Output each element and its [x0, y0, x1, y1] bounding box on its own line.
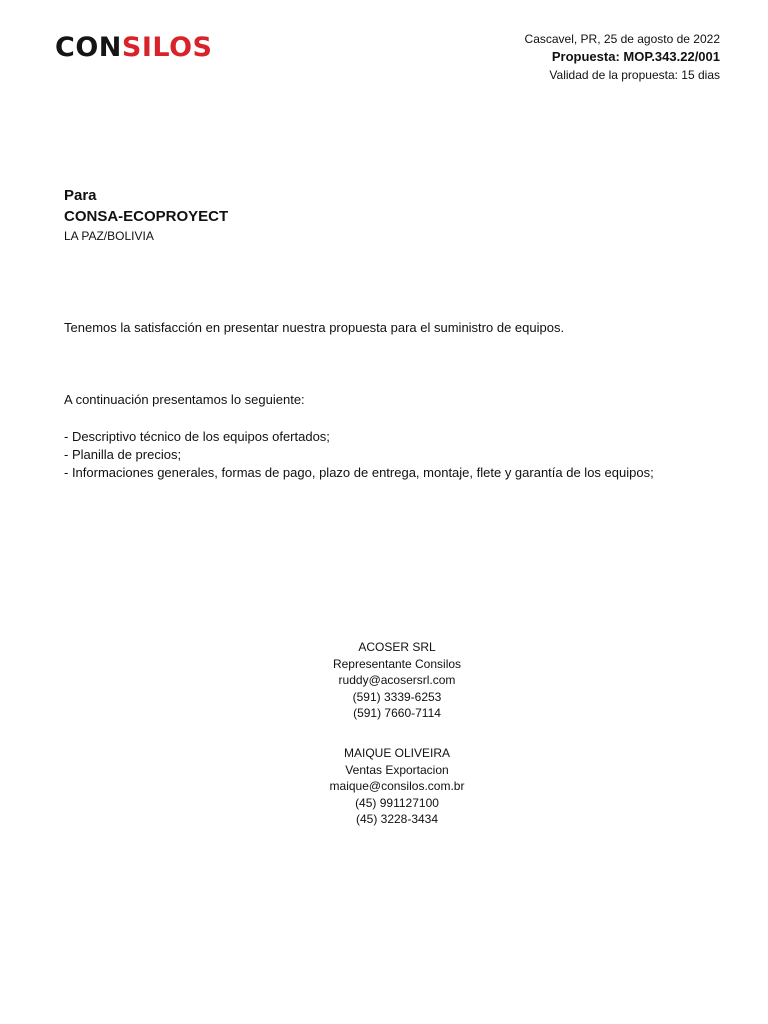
proposal-validity: Validad de la propuesta: 15 dias [549, 68, 720, 82]
contents-list [64, 428, 654, 482]
list-item: - Descriptivo técnico de los equipos ofertados; [64, 429, 330, 444]
contact-email: maique@consilos.com.br [329, 779, 465, 793]
recipient-block [64, 186, 228, 244]
contact-name: MAIQUE OLIVEIRA [343, 746, 451, 760]
logo-text-silos: SILOS [121, 32, 213, 63]
company-logo [55, 34, 213, 61]
contact-role: Representante Consilos [332, 656, 462, 671]
recipient-company: CONSA-ECOPROYECT [64, 208, 229, 225]
contact-phone: (45) 3228-3434 [355, 812, 439, 826]
contact-block-consilos [0, 745, 768, 828]
list-item: - Informaciones generales, formas de pago, plazo de entrega, montaje, flete y garantía de los equipos; [64, 465, 654, 480]
contact-email: ruddy@acosersrl.com [338, 673, 456, 687]
lead-paragraph: A continuación presentamos lo seguiente: [64, 392, 305, 407]
contact-phone: (591) 7660-7114 [353, 706, 441, 720]
contact-name: ACOSER SRL [358, 640, 436, 654]
contact-role: Ventas Exportacion [345, 762, 449, 777]
logo-text-con: CON [55, 32, 122, 63]
contact-phone: (591) 3339-6253 [352, 689, 442, 704]
intro-paragraph: Tenemos la satisfacción en presentar nuestra propuesta para el suministro de equipos. [64, 320, 565, 335]
recipient-label: Para [64, 187, 97, 204]
list-item: - Planilla de precios; [64, 447, 182, 462]
document-header [525, 31, 720, 83]
contact-block-acoser [0, 639, 768, 722]
date-line: Cascavel, PR, 25 de agosto de 2022 [524, 32, 720, 46]
contact-phone: (45) 991127100 [355, 795, 439, 810]
proposal-number: Propuesta: MOP.343.22/001 [551, 49, 720, 64]
recipient-location: LA PAZ/BOLIVIA [64, 229, 154, 243]
